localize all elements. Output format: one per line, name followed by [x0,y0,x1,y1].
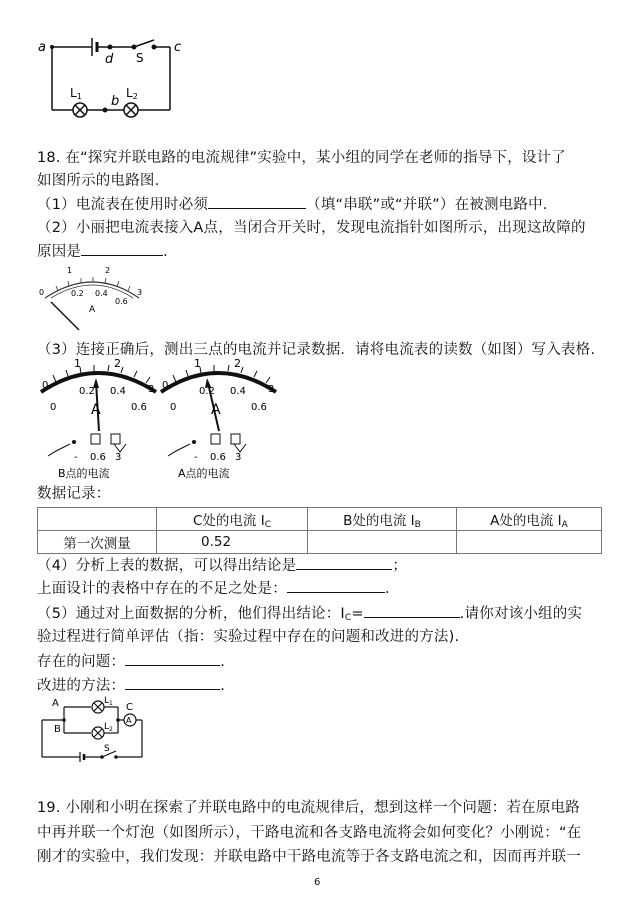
q18-improve-prefix: 改进的方法： [37,678,126,694]
mb-t06: 0.6 [131,402,147,413]
q18-part4-line2-suffix: . [384,581,390,597]
table-cell-c: 0.52 [157,531,308,554]
circuit-ammeter-symbol: A [126,716,132,725]
q18-part5-blank[interactable] [364,603,460,618]
table-row [38,531,602,554]
label-d: d [105,52,114,67]
q18-part4-suffix: ； [392,558,408,574]
ma-term-minus: - [194,452,198,463]
q18-part1-blank[interactable] [208,194,306,209]
ma-t3: 3 [268,384,275,395]
q18-part2-prefix: 原因是 [37,244,82,260]
mb-term-minus: - [74,452,78,463]
q18-part5-prefix: （5）通过对上面数据的分析，他们得出结论：I [37,606,345,622]
table-header-a: A处的电流 $I_A$ [457,508,602,531]
label-a: a [38,40,46,55]
q19-line3: 刚才的实验中，我们发现：并联电路中干路电流等于各支路电流之和，因而再并联一 [37,849,581,865]
circuit-label-l2: $L_2$ [104,722,113,733]
label-l1: L1 [70,86,82,101]
q18-problem-suffix: . [220,654,226,670]
q18-improve-line [37,675,225,696]
table-cell-b[interactable] [308,531,457,554]
ms-t04: 0.4 [95,289,108,298]
q18-part5-sub: C [344,613,352,623]
mb-t04: 0.4 [110,386,126,397]
q19-line2: 中再并联一个灯泡（如图所示），干路电流和各支路电流将会如何变化？小刚说：“在 [37,825,582,841]
mb-term-3: 3 [115,452,122,463]
q18-part5-eq: = [351,606,364,622]
q18-part4-line1 [37,555,407,576]
label-b: b [111,94,120,109]
mb-term-06: 0.6 [90,452,106,463]
ms-t2: 2 [105,266,111,275]
ma-unit: A [211,402,221,418]
circuit-label-s: S [104,744,110,754]
mb-unit: A [91,402,101,418]
ammeter-fault-figure [33,262,153,334]
q18-problem-prefix: 存在的问题： [37,654,126,670]
table-header-empty [38,508,157,531]
data-record-label: 数据记录： [37,486,111,502]
page-number: 6 [314,877,321,888]
mb-t2: 2 [114,357,121,370]
ma-t2: 2 [234,357,241,370]
q18-intro-line2: 如图所示的电路图. [37,173,160,189]
ammeter-b-figure [36,356,169,481]
q18-part1 [37,194,548,215]
ms-t0: 0 [39,288,45,297]
mb-t0: 0 [42,380,49,391]
q18-intro-line1: 18. 在“探究并联电路的电流规律”实验中，某小组的同学在老师的指导下，设计了 [37,150,566,166]
q18-part2-line2 [37,241,168,262]
ms-t1: 1 [67,266,73,275]
mb-t0b: 0 [50,402,57,413]
q19-line1: 19. 小刚和小明在探索了并联电路中的电流规律后，想到这样一个问题：若在原电路 [37,800,580,816]
q18-part2-blank[interactable] [81,241,163,256]
ma-t04: 0.4 [230,386,246,397]
ma-t0: 0 [162,380,169,391]
ms-t3: 3 [137,288,143,297]
table-cell-a[interactable] [457,531,602,554]
q18-part5-suffix: .请你对该小组的实 [459,606,583,622]
table-row-label: 第一次测量 [38,531,157,554]
q18-part2-suffix: . [163,244,168,260]
q18-part4-prefix: （4）分析上表的数据，可以得出结论是 [37,558,297,574]
ammeter-a-figure [156,356,286,481]
q18-part4-line2 [37,578,390,599]
q18-problem-line [37,651,225,672]
ms-t02: 0.2 [71,289,84,298]
label-l2: L2 [126,86,138,101]
parallel-circuit-diagram [36,695,166,765]
q18-part1-suffix: （填“串联”或“并联”）在被测电路中. [306,197,548,213]
circuit-label-b: B [54,724,61,735]
table-header-row [38,508,602,531]
ma-t02: 0.2 [199,386,215,397]
q18-part5-line2: 验过程进行简单评估（指：实验过程中存在的问题和改进的方法). [37,629,460,645]
label-c: c [174,40,182,55]
data-record-table [37,507,602,554]
ma-term-06: 0.6 [210,452,226,463]
top-circuit-diagram [30,30,190,125]
mb-t1: 1 [74,357,81,370]
table-header-c: C处的电流 $I_C$ [157,508,308,531]
mb-t02: 0.2 [79,386,95,397]
ma-t1: 1 [194,357,201,370]
q18-part3: （3）连接正确后，测出三点的电流并记录数据．请将电流表的读数（如图）写入表格. [37,342,596,358]
ma-t0b: 0 [170,402,177,413]
circuit-label-a: A [52,698,59,709]
q18-part4-blank1[interactable] [296,555,392,570]
table-header-b: B处的电流 $I_B$ [308,508,457,531]
q18-problem-blank[interactable] [125,651,220,666]
ammeter-a-caption: A点的电流 [178,467,230,480]
mb-t3: 3 [148,384,155,395]
ma-t06: 0.6 [251,402,267,413]
q18-part4-line2-prefix: 上面设计的表格中存在的不足之处是： [37,581,287,597]
ma-term-3: 3 [235,452,242,463]
q18-part2-line1: （2）小丽把电流表接入A点，当闭合开关时，发现电流指针如图所示，出现这故障的 [37,220,586,236]
fault-pointer [51,302,79,330]
label-s: S [136,51,144,65]
q18-part5-line1 [37,603,582,628]
circuit-label-c: C [126,702,133,713]
circuit-label-l1: $L_1$ [104,696,113,707]
q18-part1-prefix: （1）电流表在使用时必须 [37,197,209,213]
q18-part4-blank2[interactable] [287,578,385,593]
ammeter-b-caption: B点的电流 [58,467,110,480]
ms-t06: 0.6 [115,297,128,306]
q18-improve-blank[interactable] [125,675,220,690]
q18-improve-suffix: . [220,678,226,694]
ms-unit: A [89,305,96,315]
